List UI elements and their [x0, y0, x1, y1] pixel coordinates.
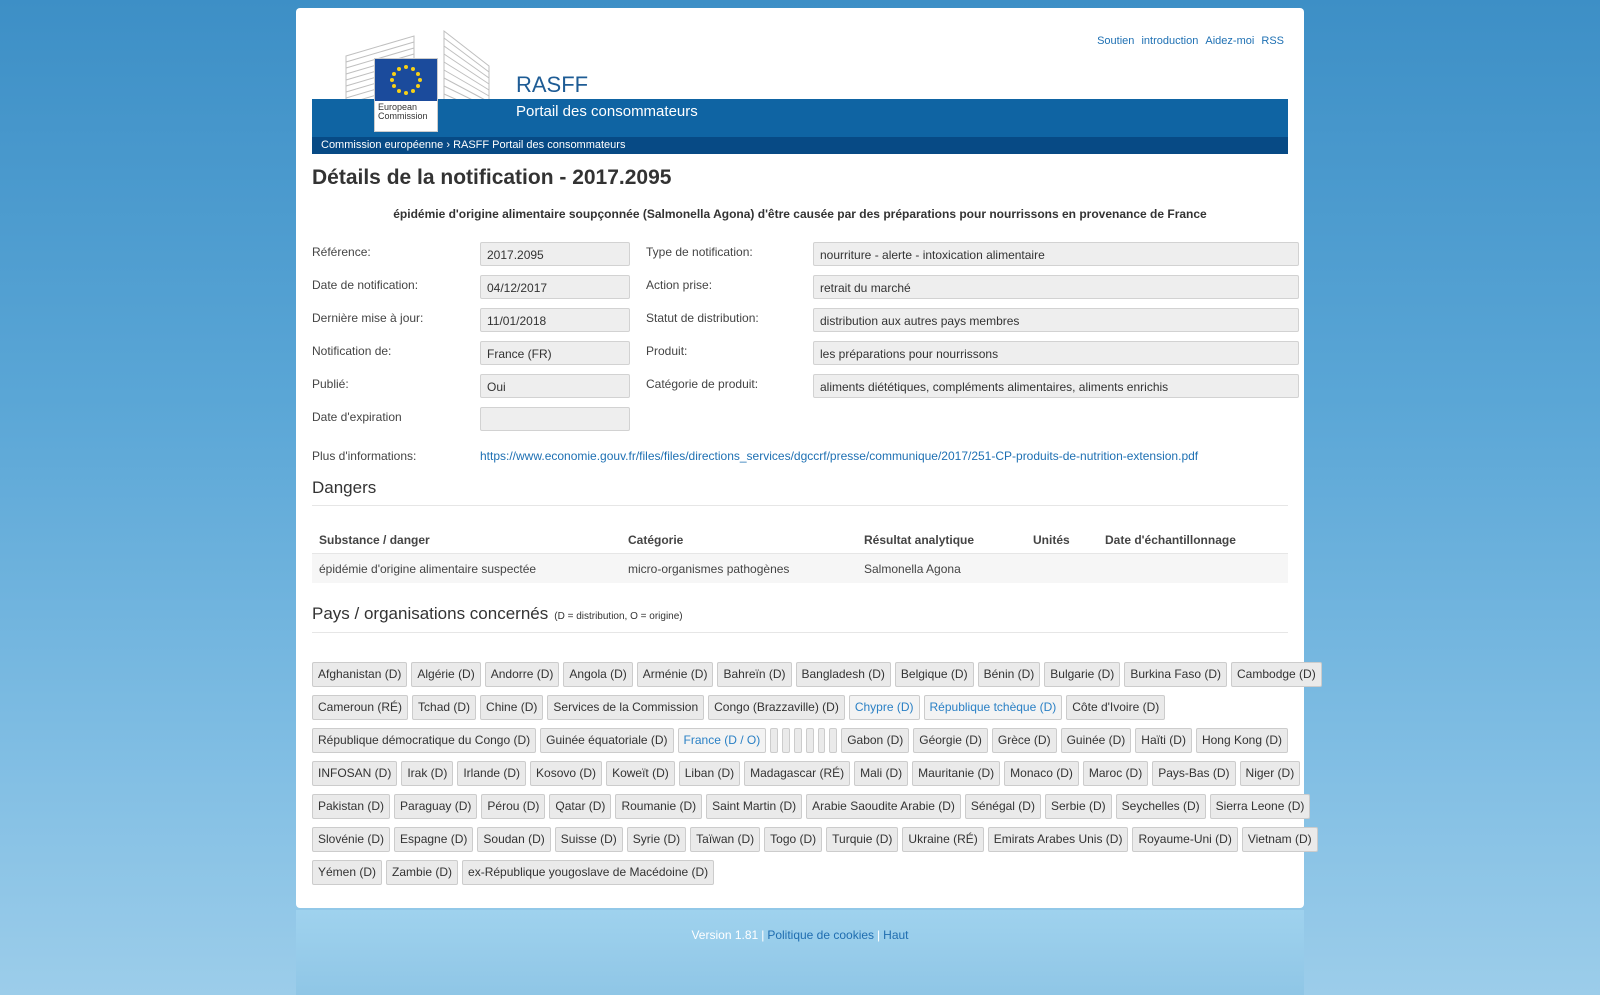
eu-stars-icon — [375, 59, 437, 101]
col-sampling-date: Date d'échantillonnage — [1098, 526, 1288, 554]
country-chip: Kosovo (D) — [530, 761, 602, 786]
top-links — [1093, 35, 1284, 47]
country-chip: Grèce (D) — [992, 728, 1057, 753]
product-field: les préparations pour nourrissons — [813, 341, 1299, 365]
country-chip: Taïwan (D) — [690, 827, 760, 852]
country-chip: Maroc (D) — [1083, 761, 1148, 786]
cookie-policy-link[interactable]: Politique de cookies — [767, 928, 875, 942]
countries-row — [312, 695, 1292, 720]
logo-line1: European — [378, 102, 418, 112]
page-title: Détails de la notification - 2017.2095 — [312, 166, 672, 189]
country-chip: Services de la Commission — [547, 695, 704, 720]
dangers-table — [312, 526, 1288, 583]
col-result: Résultat analytique — [857, 526, 1026, 554]
country-chip: Liban (D) — [679, 761, 740, 786]
country-chip: Syrie (D) — [627, 827, 686, 852]
country-chip: Seychelles (D) — [1116, 794, 1206, 819]
country-chip: Andorre (D) — [485, 662, 560, 687]
col-category: Catégorie — [621, 526, 857, 554]
country-chip: Gabon (D) — [841, 728, 909, 753]
introduction-link[interactable]: introduction — [1141, 35, 1199, 47]
country-chip: Pakistan (D) — [312, 794, 390, 819]
main-panel — [296, 8, 1316, 908]
logo-text — [375, 101, 431, 123]
country-chip: Algérie (D) — [411, 662, 480, 687]
support-link[interactable]: Soutien — [1097, 35, 1135, 47]
countries-row — [312, 761, 1295, 786]
reference-field: 2017.2095 — [480, 242, 630, 266]
cell-category: micro-organismes pathogènes — [621, 554, 857, 584]
notification-type-field: nourriture - alerte - intoxication alimentaire — [813, 242, 1299, 266]
site-subtitle: Portail des consommateurs — [516, 103, 698, 120]
country-chip: Slovénie (D) — [312, 827, 390, 852]
country-chip: ex-République yougoslave de Macédoine (D) — [462, 860, 714, 885]
country-chip: Irak (D) — [401, 761, 453, 786]
country-chip: Bahreïn (D) — [717, 662, 791, 687]
notification-date-label: Date de notification: — [312, 278, 419, 292]
country-chip: Turquie (D) — [826, 827, 898, 852]
last-update-label: Dernière mise à jour: — [312, 311, 424, 325]
countries-heading — [312, 604, 683, 624]
cell-sampling-date — [1098, 554, 1288, 584]
country-chip: Espagne (D) — [394, 827, 473, 852]
countries-row — [312, 794, 1305, 819]
logo-line2: Commission — [378, 111, 428, 121]
country-chip: Bangladesh (D) — [796, 662, 891, 687]
country-chip: Bénin (D) — [978, 662, 1041, 687]
notification-date-field: 04/12/2017 — [480, 275, 630, 299]
breadcrumb[interactable]: Commission européenne › RASFF Portail des consommateurs — [312, 137, 1288, 154]
cell-units — [1026, 554, 1098, 584]
country-chip: Géorgie (D) — [913, 728, 988, 753]
country-chip: Arabie Saoudite Arabie (D) — [806, 794, 961, 819]
col-substance: Substance / danger — [312, 526, 621, 554]
country-chip-empty — [806, 728, 814, 753]
country-chip: Belgique (D) — [895, 662, 974, 687]
country-chip: Roumanie (D) — [615, 794, 702, 819]
country-chip: Koweït (D) — [606, 761, 675, 786]
country-chip-empty — [770, 728, 778, 753]
country-chip: Pays-Bas (D) — [1152, 761, 1235, 786]
country-chip: Côte d'Ivoire (D) — [1066, 695, 1165, 720]
country-chip: Chypre (D) — [849, 695, 920, 720]
distribution-status-label: Statut de distribution: — [646, 311, 759, 325]
col-units: Unités — [1026, 526, 1098, 554]
country-chip: Irlande (D) — [457, 761, 526, 786]
last-update-field: 11/01/2018 — [480, 308, 630, 332]
dangers-header-row — [312, 526, 1288, 554]
expiry-date-label: Date d'expiration — [312, 410, 402, 424]
eu-flag-logo — [374, 58, 438, 132]
country-chip: Zambie (D) — [386, 860, 458, 885]
country-chip: Saint Martin (D) — [706, 794, 802, 819]
countries-legend: (D = distribution, O = origine) — [554, 611, 683, 622]
expiry-date-field — [480, 407, 630, 431]
countries-row — [312, 728, 1292, 753]
country-chip: Sierra Leone (D) — [1210, 794, 1311, 819]
country-chip: Hong Kong (D) — [1196, 728, 1288, 753]
country-chip: Paraguay (D) — [394, 794, 477, 819]
country-chip: Soudan (D) — [477, 827, 550, 852]
country-chip: Guinée équatoriale (D) — [540, 728, 673, 753]
country-chip: Sénégal (D) — [965, 794, 1041, 819]
cell-result: Salmonella Agona — [857, 554, 1026, 584]
country-chip: Haïti (D) — [1135, 728, 1192, 753]
countries-row — [312, 827, 1312, 852]
country-chip: Togo (D) — [764, 827, 822, 852]
country-chip: Mauritanie (D) — [912, 761, 1000, 786]
product-label: Produit: — [646, 344, 688, 358]
country-chip: Niger (D) — [1240, 761, 1301, 786]
country-chip: République démocratique du Congo (D) — [312, 728, 536, 753]
product-category-field: aliments diététiques, compléments alimentaires, aliments enrichis — [813, 374, 1299, 398]
country-chip: Chine (D) — [480, 695, 543, 720]
rss-link[interactable]: RSS — [1261, 35, 1284, 47]
country-chip: INFOSAN (D) — [312, 761, 397, 786]
country-chip: Angola (D) — [563, 662, 632, 687]
country-chip: Tchad (D) — [412, 695, 476, 720]
product-category-label: Catégorie de produit: — [646, 377, 759, 391]
footer: Version 1.81 | Politique de cookies | Haut — [296, 910, 1304, 995]
countries-row — [312, 860, 1292, 885]
notified-by-field: France (FR) — [480, 341, 630, 365]
distribution-status-field: distribution aux autres pays membres — [813, 308, 1299, 332]
country-chip: Yémen (D) — [312, 860, 382, 885]
published-field: Oui — [480, 374, 630, 398]
dangers-heading: Dangers — [312, 478, 377, 497]
country-chip-empty — [829, 728, 837, 753]
site-title: RASFF — [516, 72, 589, 97]
countries-row — [312, 662, 1316, 687]
table-row — [312, 554, 1288, 584]
country-chip: Madagascar (RÉ) — [744, 761, 850, 786]
country-chip: Arménie (D) — [637, 662, 714, 687]
country-chip: Burkina Faso (D) — [1124, 662, 1227, 687]
notification-subject: épidémie d'origine alimentaire soupçonnée (Salmonella Agona) d'être causée par des préparations pour nourrissons en provenance de France — [393, 207, 1207, 221]
country-chip: Serbie (D) — [1045, 794, 1112, 819]
countries-title: Pays / organisations concernés — [312, 604, 549, 623]
country-chip: Qatar (D) — [549, 794, 611, 819]
country-chip: Royaume-Uni (D) — [1132, 827, 1237, 852]
country-chip: Guinée (D) — [1061, 728, 1132, 753]
header-bar — [312, 99, 1288, 137]
reference-label: Référence: — [312, 245, 371, 259]
more-info-link[interactable]: https://www.economie.gouv.fr/files/files/directions_services/dgccrf/presse/communique/2017/251-CP-produits-de-nutrition-extension.pdf — [480, 449, 1199, 463]
dangers-divider — [312, 505, 1288, 506]
country-chip: Cambodge (D) — [1231, 662, 1322, 687]
country-chip-empty — [794, 728, 802, 753]
back-to-top-link[interactable]: Haut — [883, 928, 909, 942]
more-info-label: Plus d'informations: — [312, 449, 417, 463]
help-link[interactable]: Aidez-moi — [1205, 35, 1255, 47]
country-chip: Ukraine (RÉ) — [902, 827, 983, 852]
country-chip-empty — [782, 728, 790, 753]
action-taken-label: Action prise: — [646, 278, 713, 292]
notification-type-label: Type de notification: — [646, 245, 753, 259]
version-text: Version 1.81 — [691, 928, 759, 942]
country-chip: France (D / O) — [678, 728, 767, 753]
countries-divider — [312, 632, 1288, 633]
country-chip: Bulgarie (D) — [1044, 662, 1120, 687]
country-chip: Mali (D) — [854, 761, 908, 786]
country-chip: Afghanistan (D) — [312, 662, 407, 687]
action-taken-field: retrait du marché — [813, 275, 1299, 299]
countries-list — [312, 662, 1316, 893]
country-chip: Vietnam (D) — [1242, 827, 1318, 852]
country-chip: Monaco (D) — [1004, 761, 1079, 786]
published-label: Publié: — [312, 377, 349, 391]
country-chip: Cameroun (RÉ) — [312, 695, 408, 720]
notified-by-label: Notification de: — [312, 344, 392, 358]
country-chip: Suisse (D) — [555, 827, 623, 852]
country-chip-empty — [818, 728, 826, 753]
cell-substance: épidémie d'origine alimentaire suspectée — [312, 554, 621, 584]
country-chip: Congo (Brazzaville) (D) — [708, 695, 845, 720]
country-chip: Emirats Arabes Unis (D) — [988, 827, 1129, 852]
country-chip: Pérou (D) — [481, 794, 545, 819]
country-chip: République tchèque (D) — [924, 695, 1063, 720]
